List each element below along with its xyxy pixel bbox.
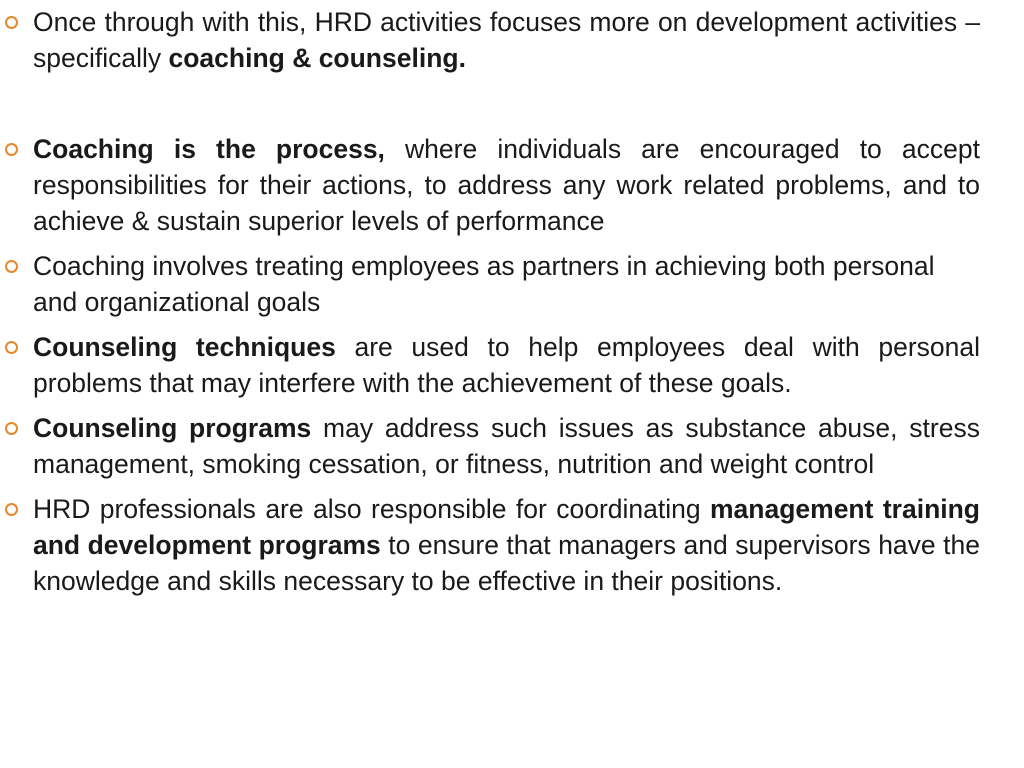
orange-circle-bullet-icon <box>5 503 18 516</box>
bullet-bold-text: management training and development programs <box>33 494 980 560</box>
orange-circle-bullet-icon <box>5 143 18 156</box>
bullet-text: may address such issues as substance abuse, stress management, smoking cessation, or fitness, nutrition and weight control <box>33 413 980 479</box>
bullet-item-coaching-partners <box>0 248 1024 320</box>
orange-circle-bullet-icon <box>5 16 18 29</box>
bullet-list <box>0 4 1024 599</box>
bullet-item-counseling-techniques <box>0 329 1024 401</box>
orange-circle-bullet-icon <box>5 422 18 435</box>
bullet-text: Coaching involves treating employees as partners in achieving both personal and organizational goals <box>33 251 935 317</box>
bullet-item-coaching-process <box>0 131 1024 239</box>
bullet-bold-text: Counseling programs <box>33 413 312 443</box>
bullet-text: HRD professionals are also responsible for coordinating <box>33 494 710 524</box>
bullet-text: to ensure that managers and supervisors have the knowledge and skills necessary to be effective in their positions. <box>33 530 980 596</box>
bullet-text: where individuals are encouraged to accept responsibilities for their actions, to address any work related problems, and to achieve & sustain superior levels of performance <box>33 134 980 236</box>
bullet-item-management-training <box>0 491 1024 599</box>
orange-circle-bullet-icon <box>5 341 18 354</box>
bullet-item-counseling-programs <box>0 410 1024 482</box>
bullet-bold-text: Counseling techniques <box>33 332 336 362</box>
bullet-item-hrd-development <box>0 4 1024 76</box>
bullet-bold-text: coaching & counseling. <box>168 43 466 73</box>
orange-circle-bullet-icon <box>5 260 18 273</box>
bullet-bold-text: Coaching is the process, <box>33 134 385 164</box>
bullet-text: are used to help employees deal with personal problems that may interfere with the achievement of these goals. <box>33 332 980 398</box>
bullet-text: Once through with this, HRD activities focuses more on development activities – specifically <box>33 7 980 73</box>
